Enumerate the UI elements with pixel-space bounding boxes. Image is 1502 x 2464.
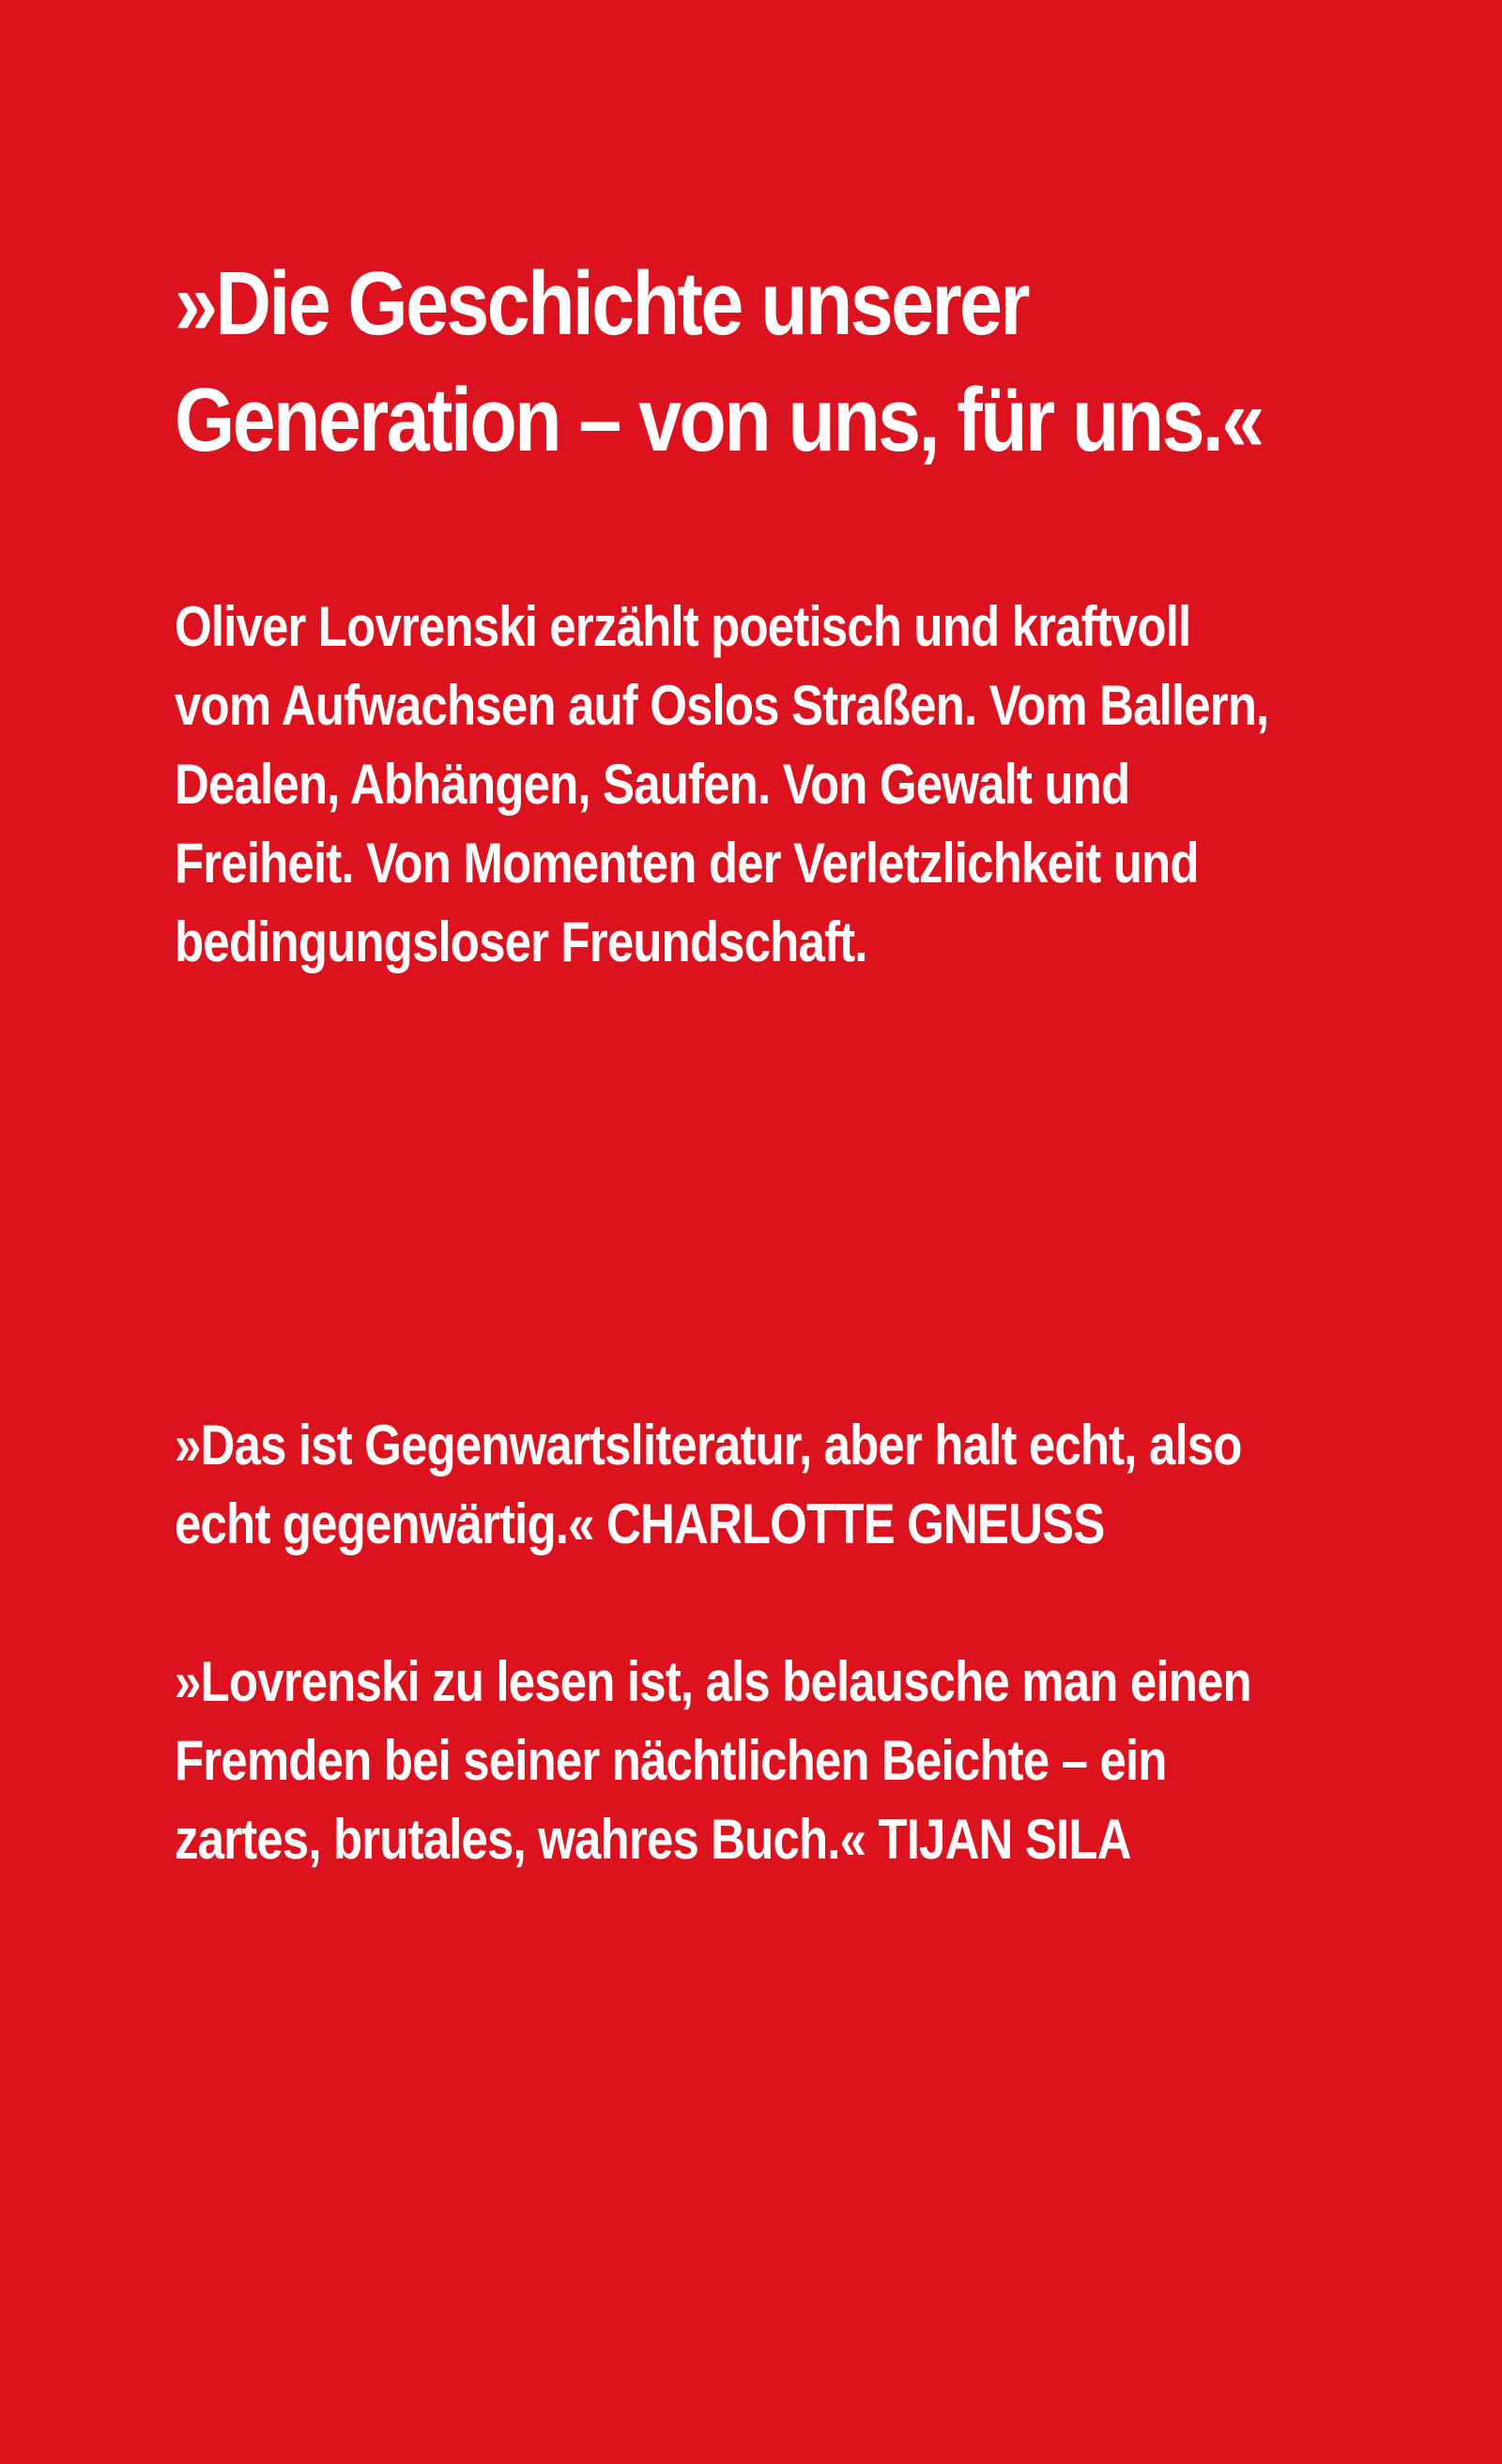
quote-line: Fremden bei seiner nächtlichen Beichte – ein bbox=[175, 1729, 1167, 1792]
book-description bbox=[175, 588, 1269, 982]
headline-line: Generation – von uns, für uns.« bbox=[175, 370, 1263, 470]
description-line: Dealen, Abhängen, Saufen. Von Gewalt und bbox=[175, 753, 1130, 816]
headline-quote bbox=[175, 246, 1263, 479]
description-line: vom Aufwachsen auf Oslos Straßen. Vom Ballern, bbox=[175, 674, 1269, 737]
description-line: bedingungsloser Freundschaft. bbox=[175, 911, 867, 973]
headline-line: »Die Geschichte unserer bbox=[175, 253, 1028, 354]
description-line: Freiheit. Von Momenten der Verletzlichkeit und bbox=[175, 832, 1199, 895]
review-quote-charlotte-gneuss bbox=[175, 1406, 1242, 1564]
quote-line: »Lovrenski zu lesen ist, als belausche man einen bbox=[175, 1650, 1251, 1713]
quote-line: »Das ist Gegenwartsliteratur, aber halt echt, also bbox=[175, 1414, 1242, 1477]
quote-line: zartes, brutales, wahres Buch.« TIJAN SILA bbox=[175, 1808, 1131, 1871]
description-line: Oliver Lovrenski erzählt poetisch und kraftvoll bbox=[175, 595, 1191, 658]
quote-line: echt gegenwärtig.« CHARLOTTE GNEUSS bbox=[175, 1492, 1105, 1555]
review-quote-tijan-sila bbox=[175, 1643, 1251, 1879]
